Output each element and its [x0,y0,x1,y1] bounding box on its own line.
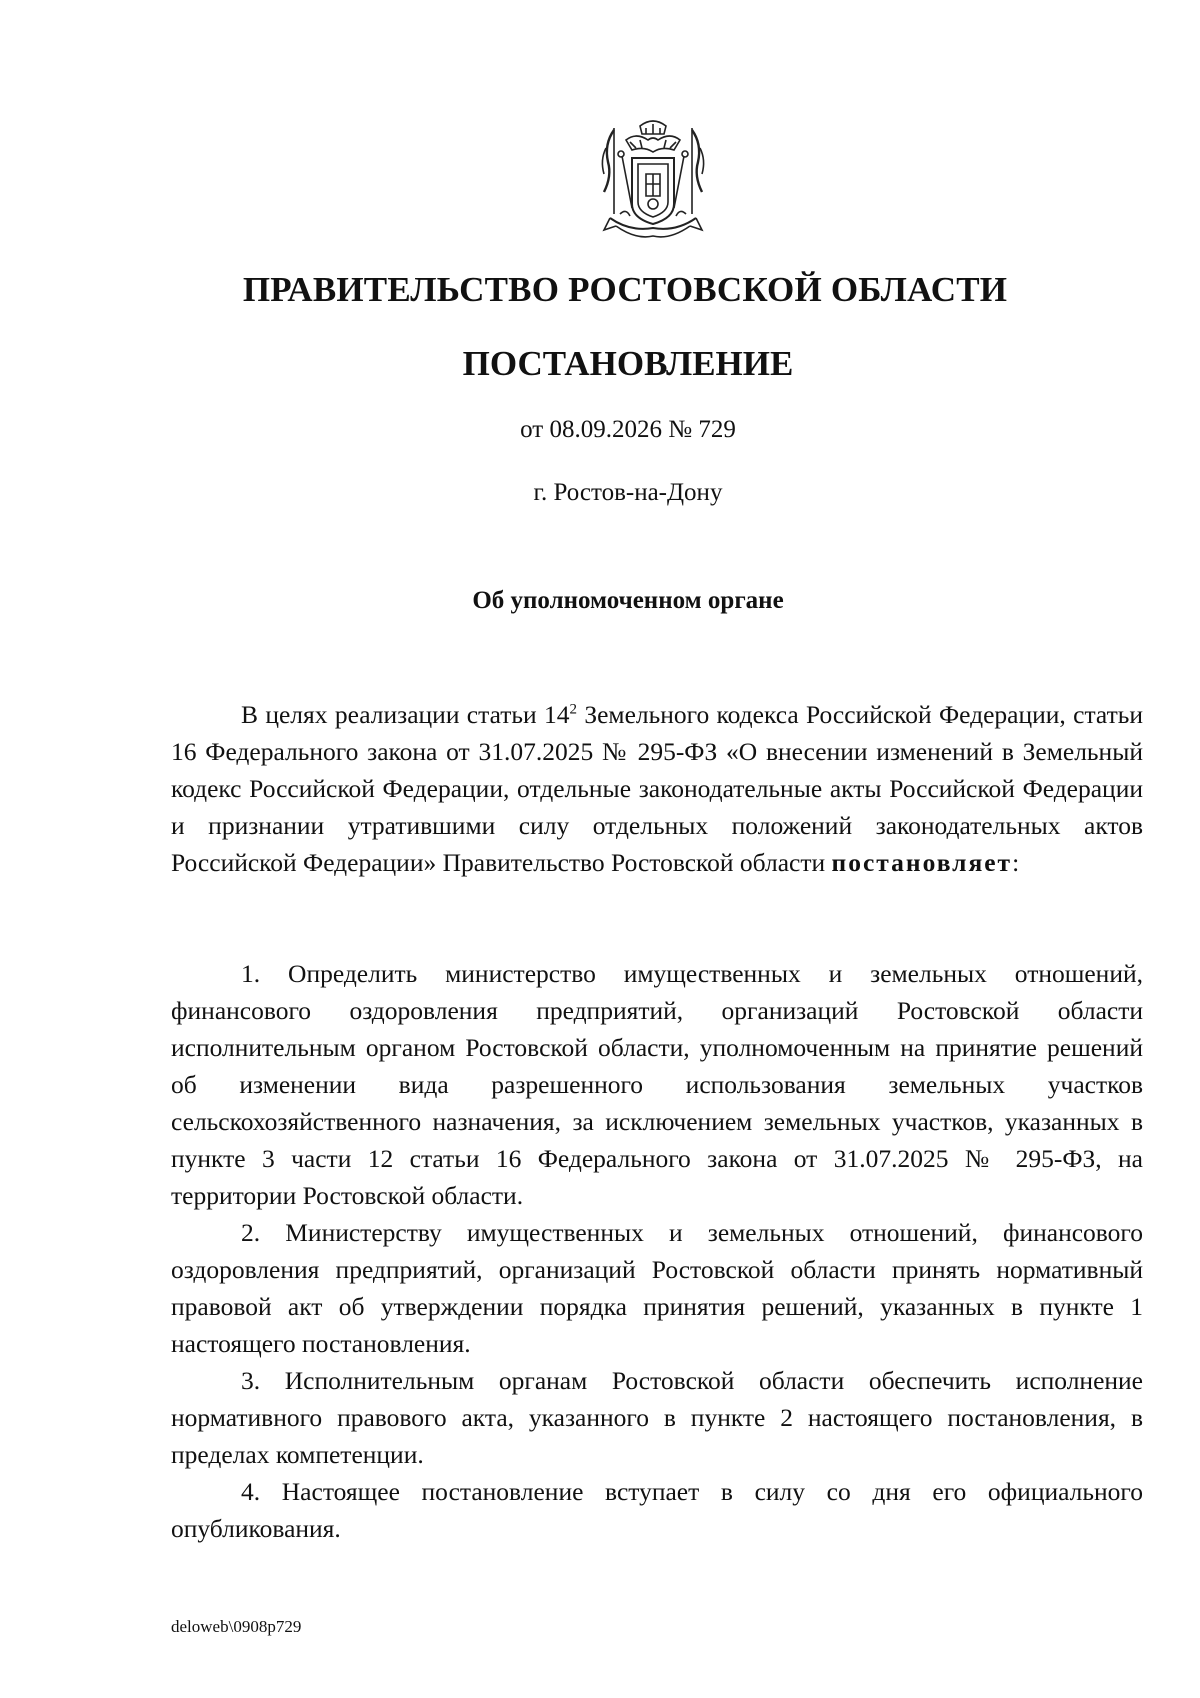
document-subject: Об уполномоченном органе [472,587,784,614]
resolution-items [171,955,1143,1547]
intro-text-part1: В целях реализации статьи 14 [241,700,570,729]
document-date-number: от 08.09.2026 № 729 [520,416,736,443]
intro-colon: : [1012,848,1020,877]
government-title: ПРАВИТЕЛЬСТВО РОСТОВСКОЙ ОБЛАСТИ [242,270,1008,309]
intro-paragraph [171,696,1143,881]
document-city: г. Ростов-на-Дону [533,479,723,506]
coat-of-arms-emblem [596,118,710,244]
document-type-title: ПОСТАНОВЛЕНИЕ [462,344,794,383]
resolution-item-4: 4. Настоящее постановление вступает в силу со дня его официального опубликования. [171,1477,1143,1543]
resolution-item-3: 3. Исполнительным органам Ростовской области обеспечить исполнение нормативного правового акта, указанного в пункте 2 настоящего постановления, в пределах компетенции. [171,1366,1143,1469]
resolution-item-2: 2. Министерству имущественных и земельных отношений, финансового оздоровления предприятий, организаций Ростовской области принять нормативный правовой акт об утверждении порядка принятия решений, указанных в пункте 1 настоящего постановления. [171,1218,1143,1358]
intro-paragraph-block [171,696,1143,881]
intro-text-part2: Земельного кодекса Российской Федерации, статьи 16 Федерального закона от 31.07.2025 № 295-ФЗ «О внесении изменений в Земельный кодекс Российской Федерации, отдельные законодательные акты Российской Федерации и признании утратившими силу отдельных положений законодательных актов Российской Федерации» Правительство Ростовской области [171,700,1143,877]
document-registry-code: deloweb\0908p729 [171,1617,302,1636]
article-superscript: 2 [569,701,577,718]
decree-word: постановляет [831,848,1013,877]
resolution-item-1: 1. Определить министерство имущественных и земельных отношений, финансового оздоровления предприятий, организаций Ростовской области исполнительным органом Ростовской области, уполномоченным на принятие решений об изменении вида разрешенного использования земельных участков сельскохозяйственного назначения, за исключением земельных участков, указанных в пункте 3 части 12 статьи 16 Федерального закона от 31.07.2025 № 295-ФЗ, на территории Ростовской области. [171,959,1143,1210]
